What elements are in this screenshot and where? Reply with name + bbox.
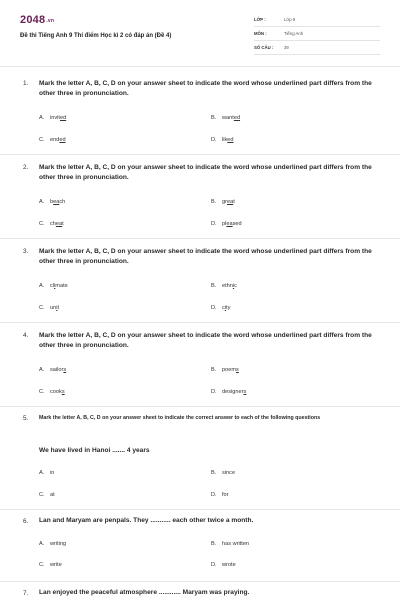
exam-title: Đề thi Tiếng Anh 9 Thí điểm Học kì 2 có đáp án (Đề 4) bbox=[20, 33, 172, 39]
question-sentence: Lan enjoyed the peaceful atmosphere ............ Maryam was praying. bbox=[39, 589, 250, 596]
meta-row-class bbox=[254, 15, 380, 27]
divider bbox=[0, 322, 400, 323]
option-b[interactable]: B. since bbox=[211, 470, 236, 476]
question-number: 7. bbox=[23, 590, 29, 597]
question-sentence: Lan and Maryam are penpals. They ........... each other twice a month. bbox=[39, 517, 254, 524]
question-number: 6. bbox=[23, 518, 29, 525]
meta-label: MÔN : bbox=[254, 31, 267, 36]
option-d[interactable]: D. liked bbox=[211, 137, 234, 143]
option-c[interactable]: C. at bbox=[39, 492, 55, 498]
option-d[interactable]: D. wrote bbox=[211, 562, 236, 568]
option-d[interactable]: D. city bbox=[211, 305, 231, 311]
question-number: 3. bbox=[23, 248, 29, 255]
option-a[interactable]: A. beach bbox=[39, 199, 66, 205]
option-c[interactable]: C. cheat bbox=[39, 221, 64, 227]
option-a[interactable]: A. climate bbox=[39, 283, 68, 289]
logo-tld: .vn bbox=[46, 18, 55, 24]
divider bbox=[0, 406, 400, 407]
question-number: 1. bbox=[23, 80, 29, 87]
question-text: Mark the letter A, B, C, D on your answer sheet to indicate the word whose underlined part differs from the other three in pronunciation. bbox=[39, 164, 372, 181]
question-text: Mark the letter A, B, C, D on your answer sheet to indicate the word whose underlined part differs from the other three in pronunciation. bbox=[39, 80, 372, 97]
divider bbox=[0, 66, 400, 67]
option-c[interactable]: C. write bbox=[39, 562, 62, 568]
meta-label: LỚP : bbox=[254, 17, 266, 22]
meta-value: Lớp 9 bbox=[284, 17, 296, 22]
site-logo[interactable] bbox=[20, 14, 54, 26]
meta-label: SỐ CÂU : bbox=[254, 45, 274, 50]
option-b[interactable]: B. ethnic bbox=[211, 283, 237, 289]
meta-row-subject bbox=[254, 29, 380, 41]
option-a[interactable]: A. invited bbox=[39, 115, 67, 121]
option-d[interactable]: D. for bbox=[211, 492, 229, 498]
question-text: Mark the letter A, B, C, D on your answer sheet to indicate the word whose underlined part differs from the other three in pronunciation. bbox=[39, 332, 372, 349]
logo-text: 2048 bbox=[20, 14, 46, 26]
option-a[interactable]: A. in bbox=[39, 470, 55, 476]
question-text: Mark the letter A, B, C, D on your answer sheet to indicate the word whose underlined part differs from the other three in pronunciation. bbox=[39, 248, 372, 265]
option-c[interactable]: C. ended bbox=[39, 137, 66, 143]
question-number: 2. bbox=[23, 164, 29, 171]
option-b[interactable]: B. great bbox=[211, 199, 235, 205]
meta-row-count bbox=[254, 43, 380, 55]
meta-value: 39 bbox=[284, 45, 289, 50]
meta-value: Tiếng Anh bbox=[284, 31, 304, 36]
option-d[interactable]: D. pleased bbox=[211, 221, 242, 227]
divider bbox=[0, 154, 400, 155]
option-b[interactable]: B. has written bbox=[211, 541, 250, 547]
divider bbox=[0, 509, 400, 510]
divider bbox=[0, 238, 400, 239]
option-d[interactable]: D. designers bbox=[211, 389, 247, 395]
option-b[interactable]: B. wanted bbox=[211, 115, 241, 121]
divider bbox=[0, 581, 400, 582]
option-c[interactable]: C. cooks bbox=[39, 389, 65, 395]
option-a[interactable]: A. writing bbox=[39, 541, 67, 547]
question-number: 4. bbox=[23, 332, 29, 339]
question-number: 5. bbox=[23, 415, 29, 422]
option-b[interactable]: B. poems bbox=[211, 367, 239, 373]
question-text: Mark the letter A, B, C, D on your answer sheet to indicate the correct answer to each of the following questions bbox=[39, 415, 321, 421]
option-a[interactable]: A. sailors bbox=[39, 367, 67, 373]
question-sentence: We have lived in Hanoi ....... 4 years bbox=[39, 447, 150, 454]
option-c[interactable]: C. unit bbox=[39, 305, 60, 311]
page-header bbox=[0, 0, 400, 66]
